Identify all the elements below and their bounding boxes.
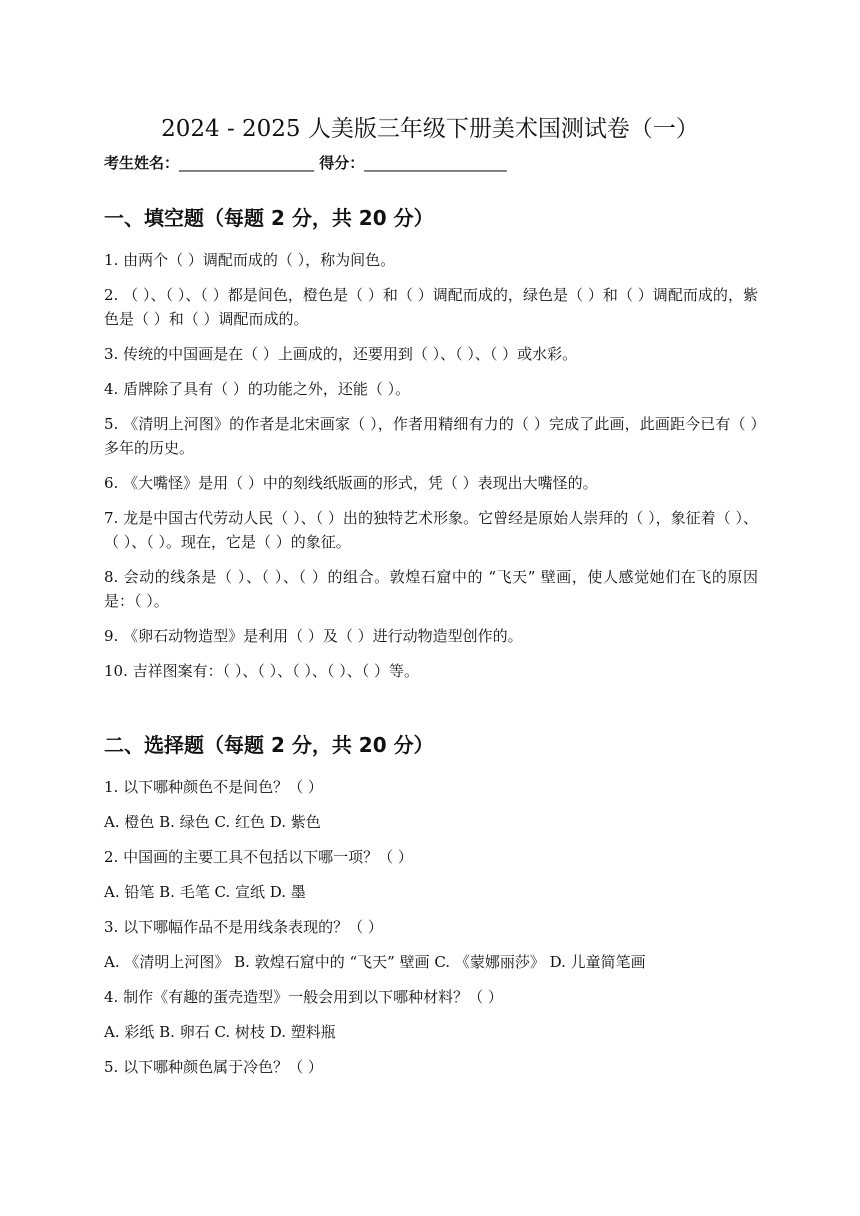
section1-heading: 一、填空题（每题 2 分，共 20 分） bbox=[104, 206, 434, 230]
question-item: 1. 由两个（ ）调配而成的（ ），称为间色。 bbox=[104, 251, 396, 269]
answer-options: A. 橙色 B. 绿色 C. 红色 D. 紫色 bbox=[104, 813, 321, 831]
exam-title: 2024 - 2025 人美版三年级下册美术国测试卷（一） bbox=[161, 116, 699, 142]
question-item: 4. 盾牌除了具有（ ）的功能之外，还能（ ）。 bbox=[104, 380, 411, 398]
question-stem: 4. 制作《有趣的蛋壳造型》一般会用到以下哪种材料？（ ） bbox=[104, 988, 503, 1006]
choice-question-list bbox=[104, 775, 758, 1090]
name-label: 考生姓名： bbox=[104, 154, 180, 172]
question-item: 5. 《清明上河图》的作者是北宋画家（ ），作者用精细有力的（ ）完成了此画，此画距今已有（ ）多年的历史。 bbox=[104, 415, 758, 457]
question-item: 9. 《卵石动物造型》是利用（ ）及（ ）进行动物造型创作的。 bbox=[104, 627, 523, 645]
name-blank: __________________ bbox=[179, 154, 315, 172]
score-blank: ___________________ bbox=[364, 154, 507, 172]
question-item: 3. 传统的中国画是在（ ）上画成的，还要用到（ ）、（ ）、（ ）或水彩。 bbox=[104, 345, 578, 363]
question-stem: 5. 以下哪种颜色属于冷色？（ ） bbox=[104, 1058, 323, 1076]
section2-heading: 二、选择题（每题 2 分，共 20 分） bbox=[104, 733, 434, 757]
question-item: 10. 吉祥图案有：（ ）、（ ）、（ ）、（ ）、（ ）等。 bbox=[104, 662, 419, 680]
question-item: 6. 《大嘴怪》是用（ ）中的刻线纸版画的形式，凭（ ）表现出大嘴怪的。 bbox=[104, 474, 598, 492]
answer-options: A. 彩纸 B. 卵石 C. 树枝 D. 塑料瓶 bbox=[104, 1023, 336, 1041]
question-stem: 3. 以下哪幅作品不是用线条表现的？（ ） bbox=[104, 918, 383, 936]
question-stem: 2. 中国画的主要工具不包括以下哪一项？（ ） bbox=[104, 848, 413, 866]
question-item: 8. 会动的线条是（ ）、（ ）、（ ）的组合。敦煌石窟中的 “飞天” 壁画，使人感觉她们在飞的原因是：（ ）。 bbox=[104, 568, 758, 610]
answer-options: A. 《清明上河图》 B. 敦煌石窟中的 “飞天” 壁画 C. 《蒙娜丽莎》 D. 儿童简笔画 bbox=[104, 953, 646, 971]
question-stem: 1. 以下哪种颜色不是间色？（ ） bbox=[104, 778, 323, 796]
student-info-line bbox=[104, 153, 507, 173]
fill-in-question-list bbox=[104, 248, 758, 694]
score-label: 得分： bbox=[319, 154, 365, 172]
answer-options: A. 铅笔 B. 毛笔 C. 宣纸 D. 墨 bbox=[104, 883, 306, 901]
question-item: 2. （ ）、（ ）、（ ）都是间色，橙色是（ ）和（ ）调配而成的，绿色是（ ）和（ ）调配而成的，紫色是（ ）和（ ）调配而成的。 bbox=[104, 286, 758, 328]
question-item: 7. 龙是中国古代劳动人民（ ）、（ ）出的独特艺术形象。它曾经是原始人崇拜的（ ），象征着（ ）、（ ）、（ ）。现在，它是（ ）的象征。 bbox=[104, 509, 758, 551]
